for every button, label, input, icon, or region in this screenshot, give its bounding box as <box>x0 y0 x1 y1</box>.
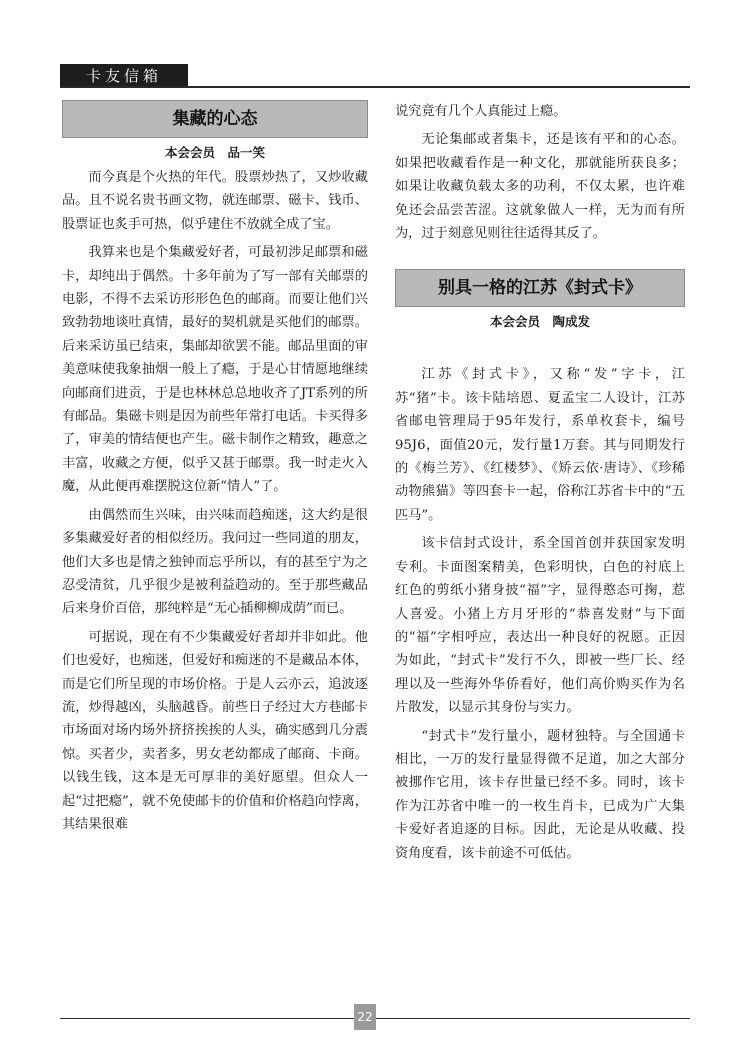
article1-paragraph-4: 可据说，现在有不少集藏爱好者却并非如此。他们也爱好，也痴迷，但爱好和痴迷的不是藏品本体，而是它们所呈现的市场价格。于是人云亦云，追波逐流，炒得越凶，头脑越昏。前些日子经过大方巷邮卡市场面对场内场外挤挤挨挨的人头，确实感到几分震惊。买者少，卖者多，男女老幼都成了邮商、卡商。以钱生钱，这本是无可厚非的美好愿望。但众人一起“过把瘾”，就不免使邮卡的价值和价格趋向悖离，其结果很难 <box>62 629 368 832</box>
article2-title: 别具一格的江苏《封式卡》 <box>395 269 685 307</box>
article1-final-paragraph: 无论集邮或者集卡，还是该有平和的心态。如果把收藏看作是一种文化，那就能所获良多；如果让收藏负载太多的功利，不仅太累，也许难免还会品尝苦涩。这就象做人一样，无为而有所为，过于刻意见则往往适得其反了。 <box>395 132 685 242</box>
article1-continuation: 说究竟有几个人真能过上瘾。 <box>395 104 567 119</box>
article1-paragraph-1: 而今真是个火热的年代。股票炒热了，又炒收藏品。且不说名贵书画文物，就连邮票、磁卡、钱币、股票证也炙手可热，似乎建住不放就全成了宝。 <box>62 170 368 232</box>
article2-paragraph-3: “封式卡”发行量小，题材独特。与全国通卡相比，一万的发行量显得微不足道，加之大部分被挪作它用，该卡存世量已经不多。同时，该卡作为江苏省中唯一的一枚生肖卡，已成为广大集卡爱好者追逐的目标。因此，无论是从收藏、投资角度看，该卡前途不可低估。 <box>395 728 685 861</box>
section-label: 卡友信箱 <box>60 64 188 88</box>
left-column <box>62 100 368 836</box>
article1-title: 集藏的心态 <box>62 100 368 138</box>
right-column <box>395 100 685 865</box>
article2-paragraph-1: 江苏《封式卡》，又称“发”字卡，江苏“猪”卡。该卡陆培恩、夏孟宝二人设计，江苏省邮电管理局于95年发行，系单枚套卡，编号95J6，面值20元，发行量1万套。其与同期发行的《梅兰芳》、《红楼梦》、《矫云依·唐诗》、《珍稀动物熊猫》等四套卡一起，俗称江苏省卡中的“五匹马”。 <box>395 367 685 523</box>
header-rule <box>60 86 690 88</box>
article2-byline: 本会会员 陶成发 <box>489 314 590 330</box>
page-number: 22 <box>354 1004 376 1030</box>
article1-paragraph-2: 我算来也是个集藏爱好者，可最初涉足邮票和磁卡，却纯出于偶然。十多年前为了写一部有关邮票的电影，不得不去采访形形色色的邮商。而要让他们兴致勃勃地谈吐真情，最好的契机就是买他们的邮票。后来采访虽已结束，集邮却欲罢不能。邮品里面的审美意味使我象抽烟一般上了瘾，于是心甘情愿地继续向邮商们进贡，于是也林林总总地收齐了JT系列的所有邮品。集磁卡则是因为前些年常打电话。卡买得多了，审美的情结便也产生。磁卡制作之精致，趣意之丰富，收藏之方便，似乎又甚于邮票。我一时走火入魔，从此便再难摆脱这位新“情人”了。 <box>62 245 368 495</box>
article2-paragraph-2: 该卡信封式设计，系全国首创并获国家发明专利。卡面图案精美，色彩明快，白色的衬底上红色的剪纸小猪身披“福”字，显得憨态可掬，惹人喜爱。小猪上方月牙形的“恭喜发财”与下面的“福”字相呼应，表达出一种良好的祝愿。正因为如此，“封式卡”发行不久，即被一些厂长、经理以及一些海外华侨看好，他们高价购买作为名片散发，以显示其身份与实力。 <box>395 536 685 716</box>
article1-byline: 本会会员 品一笑 <box>164 145 265 160</box>
article1-paragraph-3: 由偶然而生兴味，由兴味而趋痴迷，这大约是很多集藏爱好者的相似经历。我问过一些同道的朋友，他们大多也是情之独钟而忘乎所以，有的甚至宁为之忍受清贫，几乎很少是被利益趋动的。至于那些藏品后来身价百倍，那纯粹是“无心插柳柳成荫”而已。 <box>62 507 368 617</box>
